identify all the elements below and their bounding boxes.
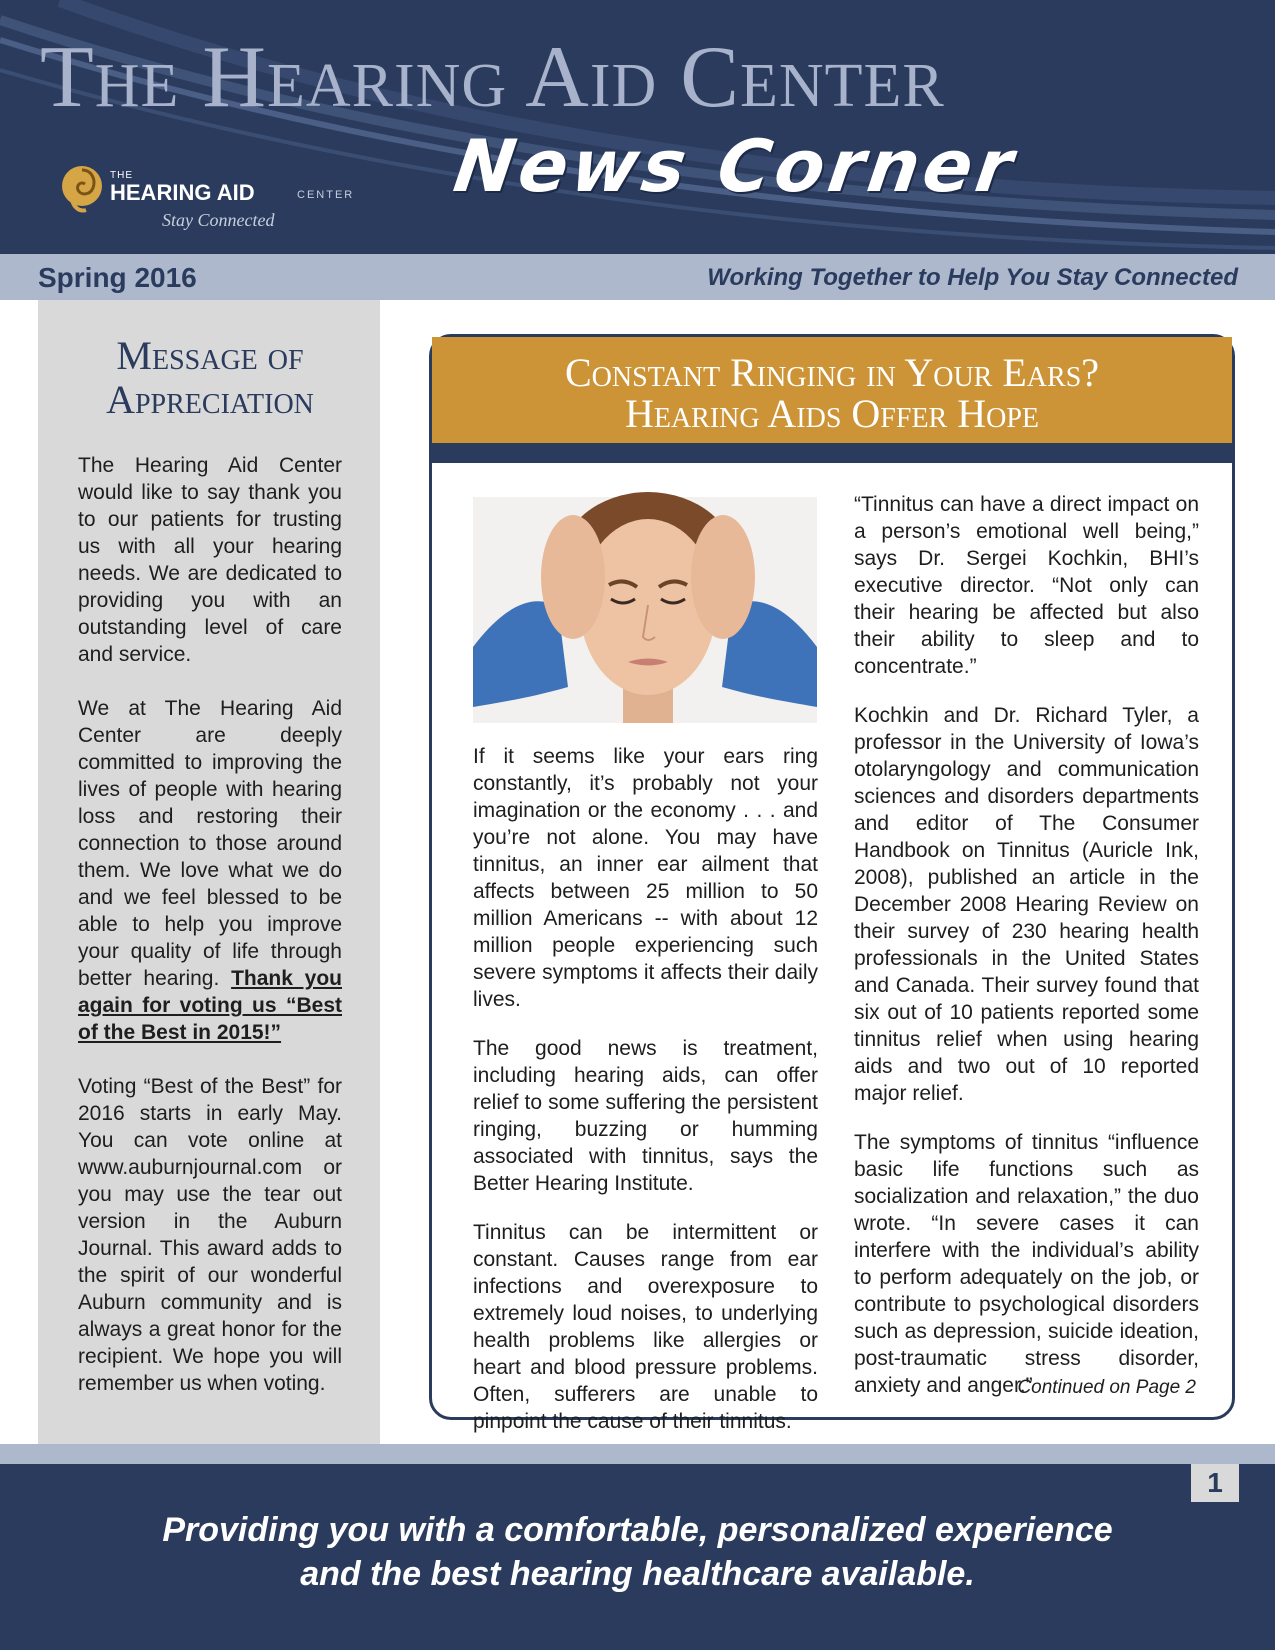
woman-covering-ears-photo bbox=[473, 497, 817, 723]
article-paragraph: Kochkin and Dr. Richard Tyler, a professor in the University of Iowa’s otolaryngology and communication sciences and disorders departments and editor of The Consumer Handbook on Tinnitus (Auricle Ink, 2008), published an article in the December 2008 Hearing Review on their survey of 230 hearing health professionals in the United States and Canada. Their survey found that six out of 10 patients reported some tinnitus relief when using hearing aids and two out of 10 reported major relief. bbox=[854, 704, 1199, 1105]
motto-text: Working Together to Help You Stay Connected bbox=[707, 264, 1238, 291]
masthead-title: The Hearing Aid Center bbox=[40, 29, 945, 126]
woman-covering-ears-illustration bbox=[473, 497, 817, 723]
logo-tagline: Stay Connected bbox=[162, 210, 275, 230]
article-headline bbox=[432, 352, 1232, 434]
sidebar-paragraph bbox=[78, 695, 342, 1046]
sidebar-paragraph-text: We at The Hearing Aid Center are deeply committed to improving the lives of people with hearing loss and restoring their connection to those around them. We love what we do and we feel blessed to be able to help you improve your quality of life through better hearing. bbox=[78, 697, 342, 990]
sidebar-title-line1: Message of bbox=[116, 333, 304, 378]
logo-the-text: THE bbox=[110, 170, 133, 181]
article-column-right bbox=[854, 491, 1199, 1421]
article-paragraph: If it seems like your ears ring constantly, it’s probably not your imagination or the economy . . . and you’re not alone. You may have tinnitus, an inner ear ailment that affects between 25 million to 50 million Americans -- with about 12 million people experiencing such severe symptoms it affects their daily lives. bbox=[473, 745, 818, 1011]
article-headline-line2: Hearing Aids Offer Hope bbox=[624, 391, 1040, 436]
continued-on-page-link: Continued on Page 2 bbox=[1017, 1377, 1196, 1398]
masthead-subtitle: News Corner bbox=[449, 124, 1022, 208]
logo-center-text: CENTER bbox=[297, 189, 355, 201]
footer-strip bbox=[0, 1444, 1275, 1464]
masthead bbox=[0, 0, 1275, 254]
thank-you-highlight: Thank you again for voting us “Best of the Best in 2015!” bbox=[78, 967, 342, 1044]
sidebar-body bbox=[78, 452, 342, 1424]
article-paragraph: The good news is treatment, including hearing aids, can offer relief to some suffering the persistent ringing, buzzing or humming associated with tinnitus, says the Better Hearing Institute. bbox=[473, 1037, 818, 1195]
article-headline-line1: Constant Ringing in Your Ears? bbox=[564, 350, 1100, 395]
sidebar-title bbox=[0, 334, 420, 422]
issue-label: Spring 2016 bbox=[38, 262, 197, 293]
center-logo bbox=[60, 164, 380, 234]
article-paragraph: The symptoms of tinnitus “influence basic life functions such as socialization and relaxation,” the duo wrote. “In severe cases it can interfere with the individual’s ability to perform adequately on the job, or contribute to psychological disorders such as depression, suicide ideation, post-traumatic stress disorder, anxiety and anger.” bbox=[854, 1131, 1199, 1397]
article-header-rule bbox=[432, 443, 1232, 463]
article-column-left bbox=[473, 743, 818, 1457]
logo-name-text: HEARING AID bbox=[110, 180, 255, 205]
sidebar-paragraph: The Hearing Aid Center would like to say thank you to our patients for trusting us with all your hearing needs. We are dedicated to providing you with an outstanding level of care and service. bbox=[78, 454, 342, 666]
article-paragraph: Tinnitus can be intermittent or constant. Causes range from ear infections and overexposure to extremely loud noises, to underlying health problems like allergies or heart and blood pressure problems. Often, sufferers are unable to pinpoint the cause of their tinnitus. bbox=[473, 1221, 818, 1433]
sidebar-title-line2: Appreciation bbox=[106, 377, 314, 422]
feature-article bbox=[429, 334, 1235, 1433]
page-number: 1 bbox=[1191, 1464, 1239, 1502]
ear-shell-logo-icon bbox=[60, 164, 104, 214]
sidebar-paragraph: Voting “Best of the Best” for 2016 starts in early May. You can vote online at www.auburnjournal.com or you may use the tear out version in the Auburn Journal. This award adds to the spirit of our wonderful Auburn community and is always a great honor for the recipient. We hope you will remember us when voting. bbox=[78, 1075, 342, 1395]
footer-slogan bbox=[0, 1508, 1275, 1596]
footer-slogan-line1: Providing you with a comfortable, personalized experience bbox=[162, 1511, 1113, 1549]
footer-slogan-line2: and the best hearing healthcare available. bbox=[300, 1555, 975, 1593]
article-paragraph: “Tinnitus can have a direct impact on a person’s emotional well being,” says Dr. Sergei Kochkin, BHI’s executive director. “Not only can their hearing be affected but also their ability to sleep and to concentrate.” bbox=[854, 493, 1199, 678]
